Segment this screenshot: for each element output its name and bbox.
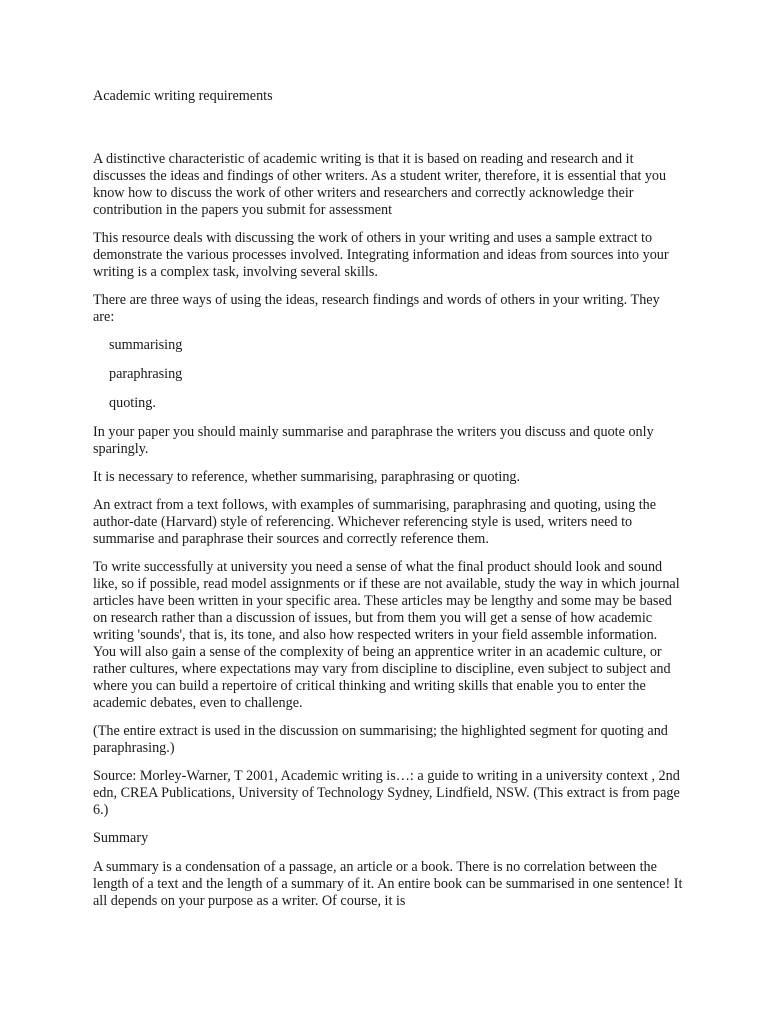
- list-item: summarising: [109, 337, 183, 353]
- ways-list: [93, 337, 683, 412]
- paragraph-intro-2: This resource deals with discussing the work of others in your writing and uses a sample extract to demonstrate the various processes involved. Integrating information and ideas from sources into your writing is a complex task, involving several skills.: [93, 230, 669, 280]
- list-item: quoting.: [109, 395, 156, 411]
- extract-note: (The entire extract is used in the discussion on summarising; the highlighted segment for quoting and paraphrasing.): [93, 723, 668, 756]
- document-title: Academic writing requirements: [93, 88, 273, 104]
- document-page: [93, 88, 683, 921]
- source-citation: Source: Morley-Warner, T 2001, Academic writing is…: a guide to writing in a university context , 2nd edn, CREA Publications, University of Technology Sydney, Lindfield, NSW. (This extract is from page 6.): [93, 768, 680, 818]
- list-item: paraphrasing: [109, 366, 183, 382]
- paragraph-main-2: It is necessary to reference, whether summarising, paraphrasing or quoting.: [93, 469, 521, 485]
- summary-heading: Summary: [93, 830, 149, 846]
- summary-paragraph: A summary is a condensation of a passage, an article or a book. There is no correlation between the length of a text and the length of a summary of it. An entire book can be summarised in one sentence! It all depends on your purpose as a writer. Of course, it is: [93, 859, 683, 909]
- extract-paragraph: To write successfully at university you need a sense of what the final product should look and sound like, so if possible, read model assignments or if these are not available, study the way in which journal articles have been written in your specific area. These articles may be lengthy and some may be based on research rather than a discussion of issues, but from them you will get a sense of how academic writing 'sounds', that is, its tone, and also how respected writers in your field assemble information. You will also gain a sense of the complexity of being an apprentice writer in an academic culture, or rather cultures, where expectations may vary from discipline to discipline, even subject to subject and where you can build a repertoire of critical thinking and writing skills that enable you to enter the academic debates, even to challenge.: [93, 559, 680, 711]
- paragraph-main-1: In your paper you should mainly summarise and paraphrase the writers you discuss and quote only sparingly.: [93, 424, 654, 457]
- paragraph-intro-3: There are three ways of using the ideas, research findings and words of others in your writing. They are:: [93, 292, 660, 325]
- paragraph-intro-1: A distinctive characteristic of academic writing is that it is based on reading and research and it discusses the ideas and findings of other writers. As a student writer, therefore, it is essential that you know how to discuss the work of other writers and researchers and correctly acknowledge their contribution in the papers you submit for assessment: [93, 151, 667, 218]
- paragraph-main-3: An extract from a text follows, with examples of summarising, paraphrasing and quoting, using the author-date (Harvard) style of referencing. Whichever referencing style is used, writers need to summarise and paraphrase their sources and correctly reference them.: [93, 497, 657, 547]
